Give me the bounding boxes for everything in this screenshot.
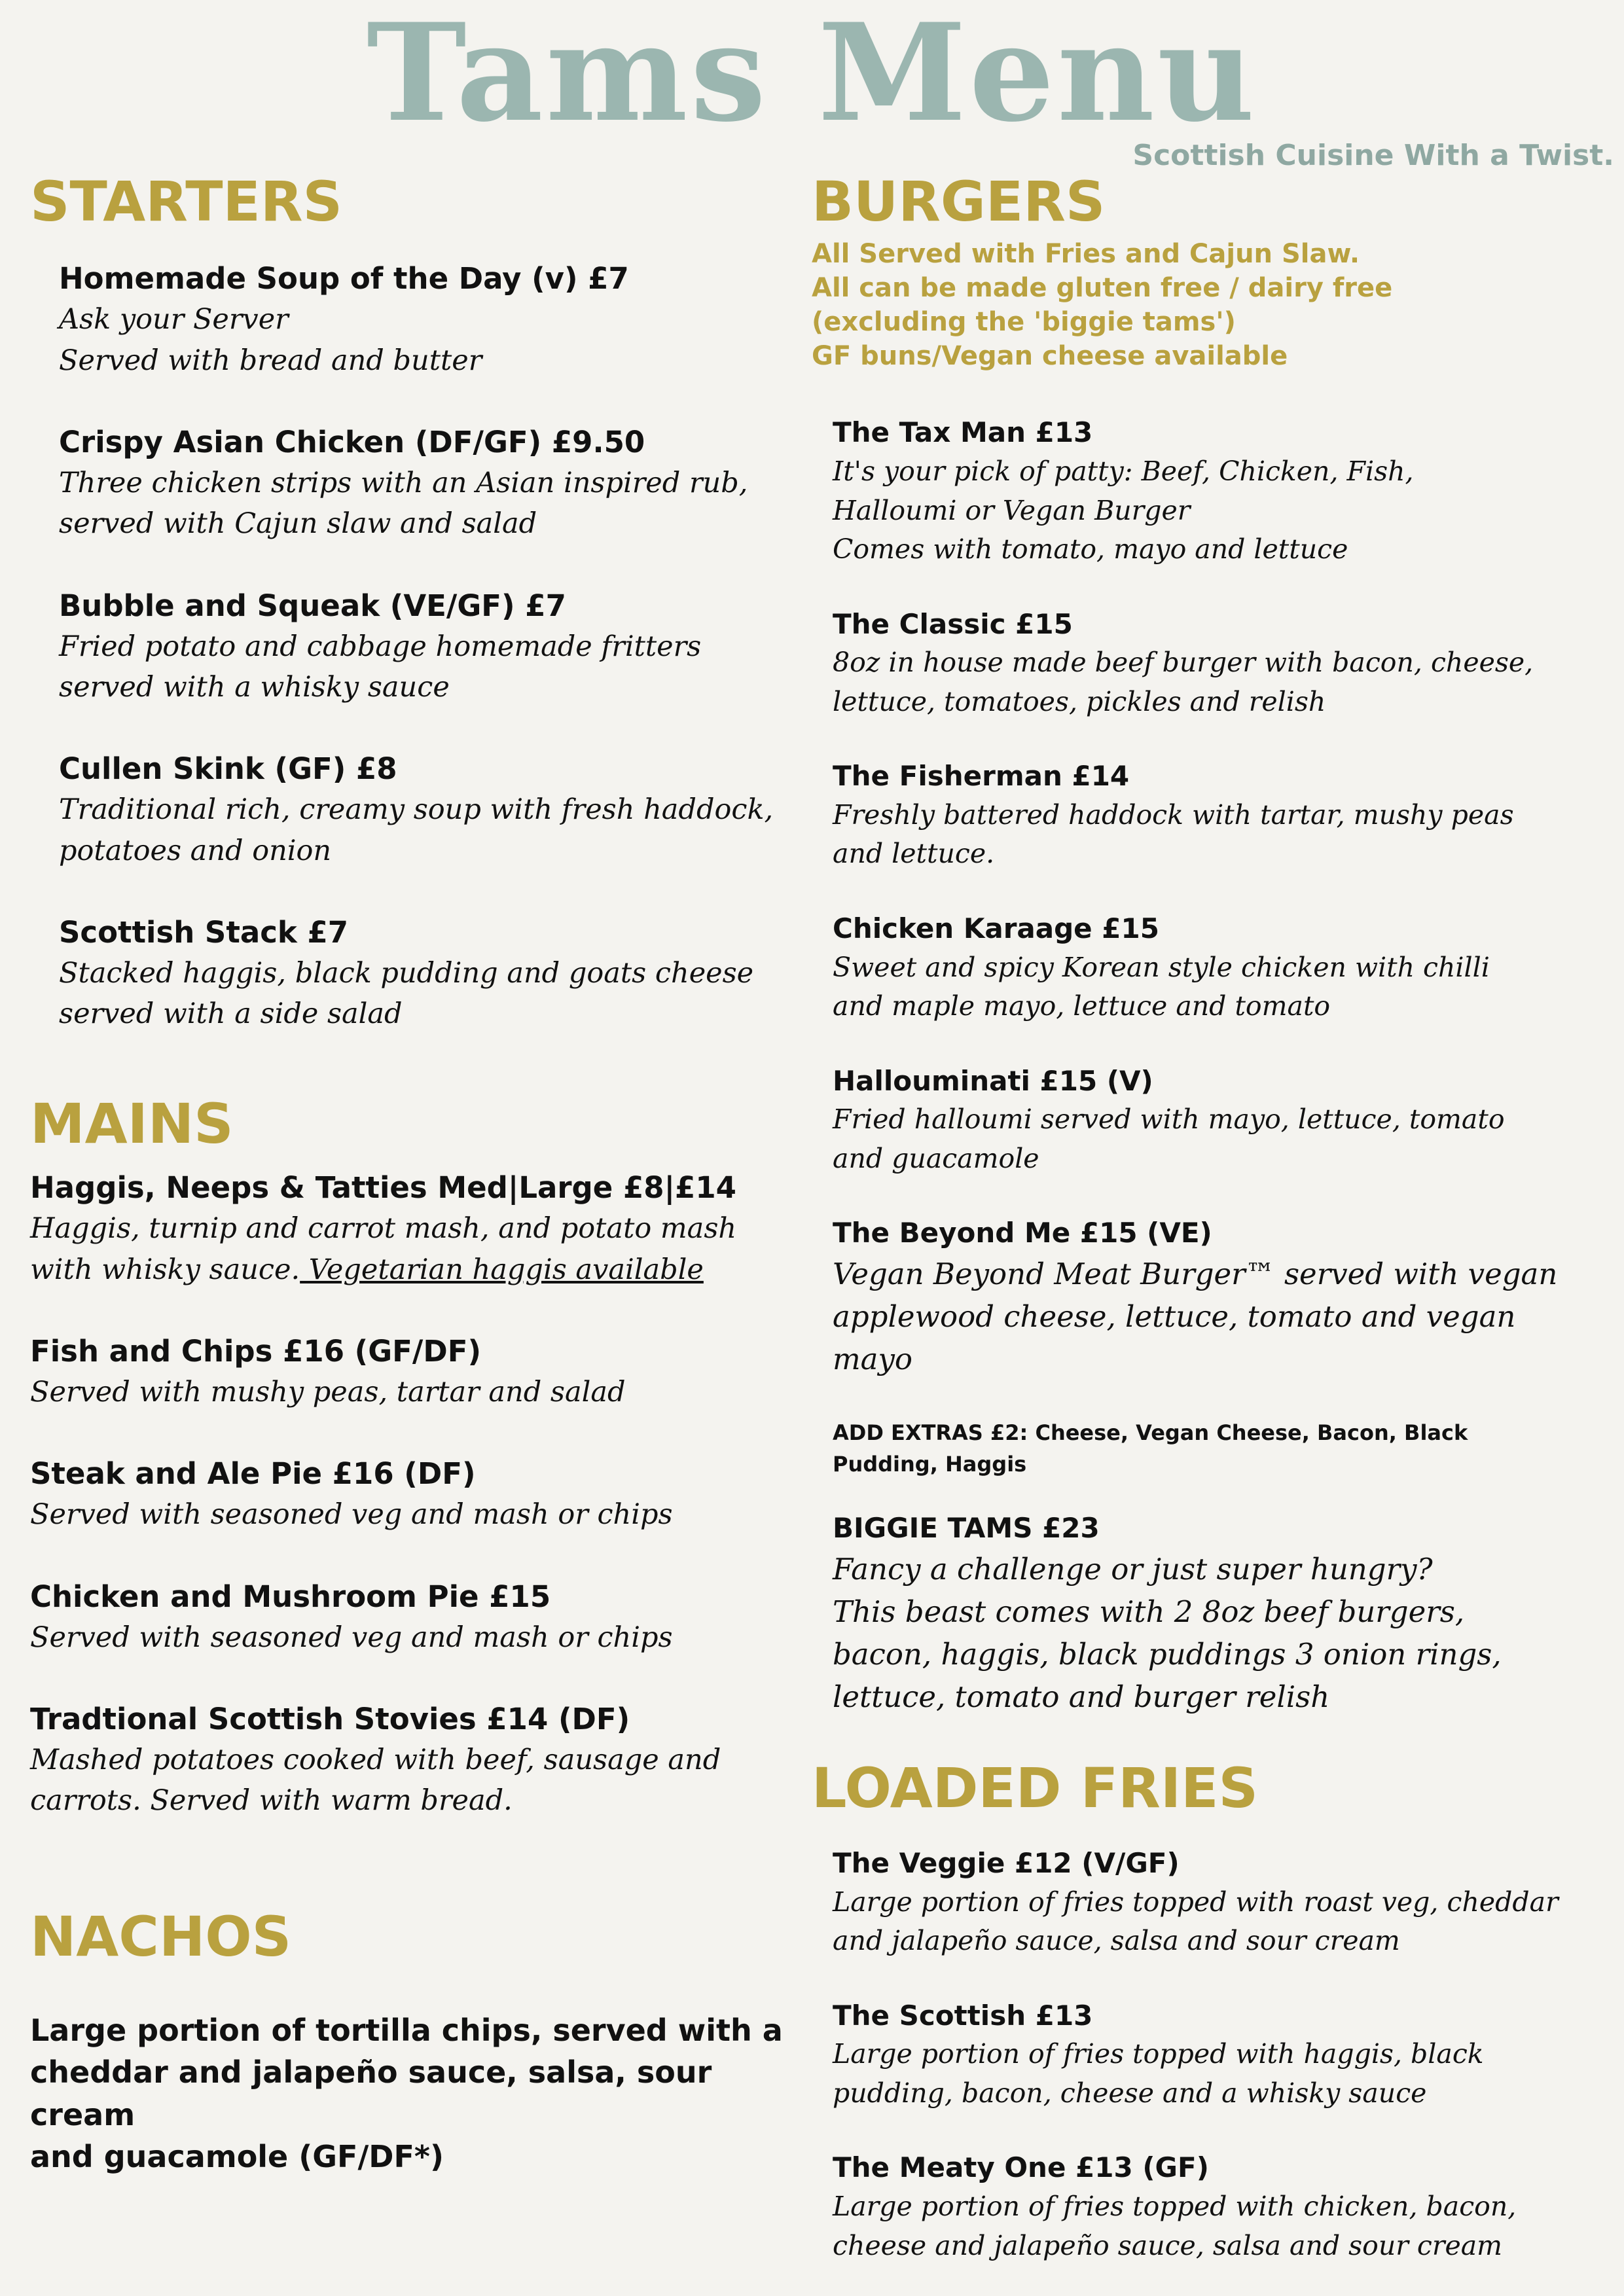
item-name: BIGGIE TAMS £23 xyxy=(833,1511,1100,1544)
right-column xyxy=(812,171,1607,2265)
burgers-note: (excluding the 'biggie tams') xyxy=(812,307,1236,338)
loaded-fries-heading: LOADED FRIES xyxy=(812,1755,1258,1820)
menu-item xyxy=(833,1214,1607,1381)
item-name: Hallouminati £15 (V) xyxy=(833,1064,1153,1097)
item-description: Stacked haggis, black pudding and goats cheese xyxy=(59,957,754,990)
menu-item xyxy=(833,757,1607,874)
item-name: The Veggie £12 (V/GF) xyxy=(833,1846,1180,1879)
menu-tagline: Scottish Cuisine With a Twist. xyxy=(1132,139,1614,172)
item-description: Haggis, turnip and carrot mash, and potato mash xyxy=(30,1212,737,1246)
item-name: Crispy Asian Chicken (DF/GF) £9.50 xyxy=(59,425,645,460)
burgers-notes xyxy=(812,237,1607,373)
item-description: This beast comes with 2 8oz beef burgers, xyxy=(833,1594,1465,1629)
nachos-line: cheddar and jalapeño sauce, salsa, sour cream xyxy=(30,2054,712,2132)
menu-item xyxy=(833,605,1607,722)
mains-heading: MAINS xyxy=(30,1091,234,1156)
item-name: The Fisherman £14 xyxy=(833,760,1130,793)
menu-item xyxy=(833,2149,1607,2265)
menu-item xyxy=(30,1698,783,1821)
item-name: The Beyond Me £15 (VE) xyxy=(833,1217,1212,1249)
item-description: pudding, bacon, cheese and a whisky sauce xyxy=(833,2077,1427,2109)
item-description: applewood cheese, lettuce, tomato and vegan xyxy=(833,1299,1516,1335)
item-description: lettuce, tomatoes, pickles and relish xyxy=(833,685,1326,717)
item-description: carrots. Served with warm bread. xyxy=(30,1784,513,1818)
extras-line: ADD EXTRAS £2: Cheese, Vegan Cheese, Bacon, Black xyxy=(833,1420,1468,1445)
nachos-line: Large portion of tortilla chips, served with a xyxy=(30,2013,783,2049)
menu-item xyxy=(30,585,783,708)
item-description: Large portion of fries topped with haggis, black xyxy=(833,2038,1484,2070)
burgers-list xyxy=(812,414,1607,1718)
item-name: Haggis, Neeps & Tatties Med|Large £8|£14 xyxy=(30,1170,736,1206)
item-name: Homemade Soup of the Day (v) £7 xyxy=(59,261,629,296)
starters-heading: STARTERS xyxy=(30,170,343,234)
item-name: The Classic £15 xyxy=(833,607,1073,640)
menu-item xyxy=(30,912,783,1035)
item-name: Fish and Chips £16 (GF/DF) xyxy=(30,1333,482,1369)
item-name: Chicken and Mushroom Pie £15 xyxy=(30,1579,551,1614)
burgers-heading: BURGERS xyxy=(812,170,1106,234)
menu-item xyxy=(833,1509,1607,1719)
menu-item xyxy=(833,910,1607,1026)
item-description: Large portion of fries topped with chicken, bacon, xyxy=(833,2191,1517,2223)
item-description: mayo xyxy=(833,1342,913,1377)
item-description: and maple mayo, lettuce and tomato xyxy=(833,990,1331,1022)
item-description-part: with whisky sauce. xyxy=(30,1253,300,1286)
menu-item xyxy=(833,1062,1607,1179)
item-name: Chicken Karaage £15 xyxy=(833,912,1159,944)
item-name: Tradtional Scottish Stovies £14 (DF) xyxy=(30,1701,630,1736)
menu-item xyxy=(30,1576,783,1658)
item-name: Bubble and Squeak (VE/GF) £7 xyxy=(59,588,566,623)
menu-item xyxy=(833,1997,1607,2113)
item-description: Large portion of fries topped with roast veg, cheddar xyxy=(833,1886,1559,1918)
burgers-note: All can be made gluten free / dairy free xyxy=(812,273,1393,304)
item-name: Cullen Skink (GF) £8 xyxy=(59,751,397,787)
item-description: and guacamole xyxy=(833,1142,1039,1174)
item-description: Freshly battered haddock with tartar, mushy peas xyxy=(833,798,1514,831)
menu-item xyxy=(30,422,783,545)
menu-item xyxy=(833,1844,1607,1961)
item-description xyxy=(30,1249,783,1290)
item-name: Scottish Stack £7 xyxy=(59,915,349,950)
menu-title: Tams Menu xyxy=(367,0,1257,152)
menu-item xyxy=(30,1331,783,1412)
extras-line: Pudding, Haggis xyxy=(833,1451,1027,1477)
left-column xyxy=(30,171,783,2178)
item-description: Served with bread and butter xyxy=(59,344,482,377)
item-description: Comes with tomato, mayo and lettuce xyxy=(833,533,1348,565)
item-description: cheese and jalapeño sauce, salsa and sour cream xyxy=(833,2229,1503,2261)
item-description: served with a whisky sauce xyxy=(59,671,450,704)
item-description: served with a side salad xyxy=(59,997,403,1031)
item-description: It's your pick of patty: Beef, Chicken, Fish, xyxy=(833,456,1414,488)
item-name: Steak and Ale Pie £16 (DF) xyxy=(30,1456,476,1492)
item-description: Traditional rich, creamy soup with fresh haddock, xyxy=(59,793,774,827)
nachos-line: and guacamole (GF/DF*) xyxy=(30,2139,444,2175)
item-name: The Meaty One £13 (GF) xyxy=(833,2151,1209,2184)
nachos-heading: NACHOS xyxy=(30,1904,292,1969)
item-description: Ask your Server xyxy=(59,303,289,336)
item-description: and jalapeño sauce, salsa and sour cream xyxy=(833,1925,1400,1957)
item-description: lettuce, tomato and burger relish xyxy=(833,1679,1330,1715)
burgers-note: All Served with Fries and Cajun Slaw. xyxy=(812,239,1360,270)
item-description: potatoes and onion xyxy=(59,834,332,867)
item-description: Sweet and spicy Korean style chicken with chilli xyxy=(833,951,1490,983)
item-description: bacon, haggis, black puddings 3 onion rings, xyxy=(833,1637,1502,1672)
item-description: Vegan Beyond Meat Burger™ served with vegan xyxy=(833,1256,1558,1291)
item-description: Served with seasoned veg and mash or chips xyxy=(30,1621,673,1654)
vegetarian-note: Vegetarian haggis available xyxy=(300,1253,704,1286)
item-description: and lettuce. xyxy=(833,838,995,870)
add-extras-note xyxy=(833,1417,1607,1480)
loaded-fries-list xyxy=(812,1844,1607,2265)
item-description: Served with mushy peas, tartar and salad xyxy=(30,1375,626,1408)
item-description: Fancy a challenge or just super hungry? xyxy=(833,1551,1433,1587)
menu-item xyxy=(30,258,783,381)
nachos-description xyxy=(30,2009,783,2178)
burgers-note: GF buns/Vegan cheese available xyxy=(812,341,1288,372)
menu-item xyxy=(30,1453,783,1535)
menu-item xyxy=(30,1167,783,1290)
item-description: Fried potato and cabbage homemade fritters xyxy=(59,630,702,663)
item-description: Three chicken strips with an Asian inspired rub, xyxy=(59,467,748,500)
item-name: The Scottish £13 xyxy=(833,1999,1093,2032)
item-description: Fried halloumi served with mayo, lettuce, tomato xyxy=(833,1103,1505,1136)
item-description: Served with seasoned veg and mash or chips xyxy=(30,1498,673,1532)
item-description: Halloumi or Vegan Burger xyxy=(833,494,1191,526)
item-name: The Tax Man £13 xyxy=(833,416,1093,449)
item-description: 8oz in house made beef burger with bacon, cheese, xyxy=(833,647,1534,679)
menu-item xyxy=(833,414,1607,569)
item-description: served with Cajun slaw and salad xyxy=(59,507,537,541)
menu-item xyxy=(30,748,783,871)
item-description: Mashed potatoes cooked with beef, sausage and xyxy=(30,1743,721,1776)
